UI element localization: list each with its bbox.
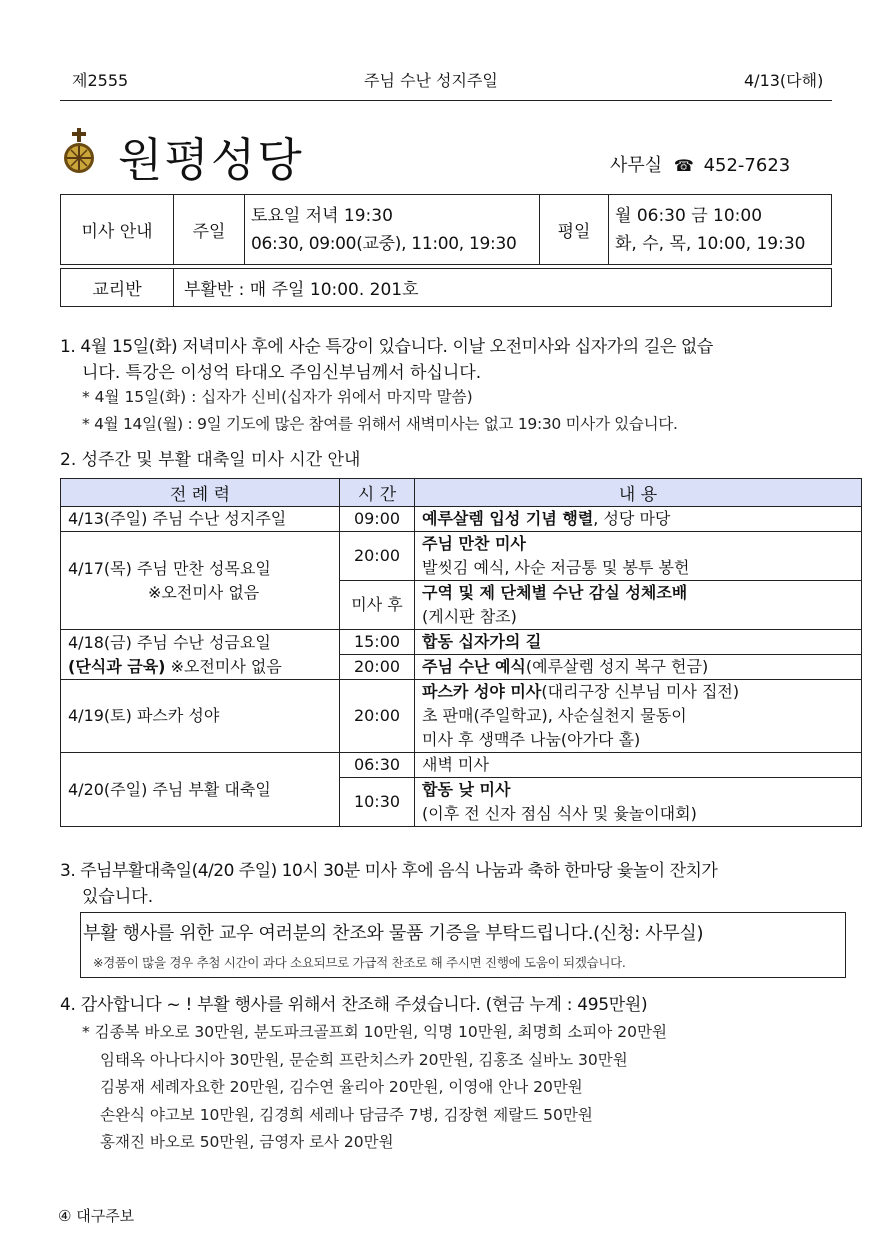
office-label: 사무실 <box>610 155 663 176</box>
content-text: 미사 후 생맥주 나눔(아가다 홀) <box>422 730 641 749</box>
row-content <box>415 581 862 630</box>
row-time: 09:00 <box>340 507 415 532</box>
table-row <box>61 507 862 532</box>
row-content: 새벽 미사 <box>415 753 862 778</box>
donor-line: * 김종복 바오로 30만원, 분도파크골프회 10만원, 익명 10만원, 최명희 소피아 20만원 <box>82 1023 667 1041</box>
row-date-note <box>68 655 332 679</box>
donation-request-box <box>80 912 846 978</box>
content-bold: 파스카 성야 미사 <box>422 682 542 701</box>
notice-2-title: 2. 성주간 및 부활 대축일 미사 시간 안내 <box>60 450 361 470</box>
notice-1-line1: 1. 4월 15일(화) 저녁미사 후에 사순 특강이 있습니다. 이날 오전미사와 십자가의 길은 없습 <box>60 337 713 357</box>
notice-1-sub2: * 4월 14일(월) : 9일 기도에 많은 참여를 위해서 새벽미사는 없고 19:30 미사가 있습니다. <box>82 415 678 433</box>
no-morning-mass-note: ※오전미사 없음 <box>165 656 282 676</box>
content-bold: 합동 낮 미사 <box>422 780 511 799</box>
sunday-label: 주일 <box>174 195 245 265</box>
table-row <box>61 532 862 581</box>
notice-3 <box>60 858 840 910</box>
notice-1-sub1: * 4월 15일(화) : 십자가 신비(십자가 위에서 마지막 말씀) <box>82 388 473 406</box>
row-date: 4/20(주일) 주님 부활 대축일 <box>61 753 340 827</box>
office-phone: 452-7623 <box>703 155 791 176</box>
donor-line: 홍재진 바오로 50만원, 금영자 로사 20만원 <box>100 1133 394 1151</box>
col-header-date: 전 례 력 <box>61 479 340 507</box>
content-bold: 구역 및 제 단체별 수난 감실 성체조배 <box>422 583 688 602</box>
row-content: 합동 십자가의 길 <box>415 630 862 655</box>
row-content <box>415 532 862 581</box>
catechism-value: 부활반 : 매 주일 10:00. 201호 <box>174 269 832 307</box>
fasting-note: (단식과 금육) <box>68 656 166 676</box>
schedule-table <box>60 478 862 827</box>
notice-1-line2: 니다. 특강은 이성억 타대오 주임신부님께서 하십니다. <box>82 363 482 383</box>
content-text: , 성당 마당 <box>593 509 671 528</box>
catechism-label: 교리반 <box>61 269 174 307</box>
table-row <box>61 630 862 655</box>
issue-number: 제2555 <box>72 71 129 90</box>
table-row <box>61 753 862 778</box>
row-time: 06:30 <box>340 753 415 778</box>
row-content <box>415 778 862 827</box>
row-date <box>61 630 340 680</box>
parish-name: 원평성당 <box>118 133 304 187</box>
row-date-main: 4/18(금) 주님 수난 성금요일 <box>68 632 271 652</box>
content-text: 발씻김 예식, 사순 저금통 및 봉투 봉헌 <box>422 558 690 577</box>
row-date <box>61 532 340 630</box>
weekday-times <box>609 195 832 265</box>
donor-line: 김봉재 세례자요한 20만원, 김수연 율리아 20만원, 이영애 안나 20만원 <box>100 1078 583 1096</box>
row-time: 미사 후 <box>340 581 415 630</box>
col-header-time: 시 간 <box>340 479 415 507</box>
row-date: 4/13(주일) 주님 수난 성지주일 <box>61 507 340 532</box>
church-logo-icon <box>62 128 96 174</box>
notice-3-line1: 3. 주님부활대축일(4/20 주일) 10시 30분 미사 후에 음식 나눔과 축하 한마당 윷놀이 잔치가 <box>60 861 718 881</box>
header-divider <box>60 100 832 101</box>
row-date-note: ※오전미사 없음 <box>148 582 260 602</box>
row-date: 4/19(토) 파스카 성야 <box>61 680 340 753</box>
sunday-times-line1: 토요일 저녁 19:30 <box>251 205 393 226</box>
row-time: 20:00 <box>340 655 415 680</box>
content-bold: 주님 만찬 미사 <box>422 534 526 553</box>
donation-request-main: 부활 행사를 위한 교우 여러분의 찬조와 물품 기증을 부탁드립니다.(신청: 사무실) <box>83 923 704 944</box>
content-text: (예루살렘 성지 복구 헌금) <box>525 657 709 676</box>
row-time: 20:00 <box>340 532 415 581</box>
content-text: (이후 전 신자 점심 식사 및 윷놀이대회) <box>422 804 697 823</box>
content-bold: 예루살렘 입성 기념 행렬 <box>422 509 594 528</box>
row-content <box>415 680 862 753</box>
catechism-table <box>60 268 832 307</box>
notice-1 <box>60 334 840 386</box>
donation-request-note: ※경품이 많을 경우 추첨 시간이 과다 소요되므로 가급적 찬조로 해 주시면 진행에 도움이 되겠습니다. <box>93 955 626 970</box>
mass-info-table <box>60 194 832 265</box>
row-content <box>415 655 862 680</box>
sunday-times-line2: 06:30, 09:00(교중), 11:00, 19:30 <box>251 233 517 254</box>
row-time: 20:00 <box>340 680 415 753</box>
page-footer: ④ 대구주보 <box>58 1207 135 1225</box>
row-time: 10:30 <box>340 778 415 827</box>
table-row <box>61 680 862 753</box>
weekday-label: 평일 <box>540 195 609 265</box>
sunday-times <box>245 195 540 265</box>
row-date-main: 4/17(목) 주님 만찬 성목요일 <box>68 558 271 578</box>
telephone-icon: ☎ <box>673 156 694 175</box>
donor-list <box>82 1019 667 1157</box>
row-time: 15:00 <box>340 630 415 655</box>
col-header-content: 내 용 <box>415 479 862 507</box>
weekday-times-line2: 화, 수, 목, 10:00, 19:30 <box>615 233 806 254</box>
content-bold: 주님 수난 예식 <box>422 657 526 676</box>
weekday-times-line1: 월 06:30 금 10:00 <box>615 205 763 226</box>
donor-line: 임태옥 아나다시아 30만원, 문순희 프란치스카 20만원, 김홍조 실바노 30만원 <box>100 1050 628 1069</box>
row-content <box>415 507 862 532</box>
content-text: (게시판 참조) <box>422 607 517 626</box>
notice-4-title: 4. 감사합니다 ~ ! 부활 행사를 위해서 찬조해 주셨습니다. (현금 누계 : 495만원) <box>60 995 648 1015</box>
office-contact <box>610 151 790 177</box>
issue-date: 4/13(다해) <box>744 71 824 90</box>
notice-3-line2: 있습니다. <box>82 887 154 907</box>
content-text: 초 판매(주일학교), 사순실천지 물동이 <box>422 706 687 725</box>
sunday-name: 주님 수난 성지주일 <box>364 71 498 90</box>
content-text: (대리구장 신부님 미사 집전) <box>541 682 740 701</box>
donor-line: 손완식 야고보 10만원, 김경희 세레나 담금주 7병, 김장현 제랄드 50만원 <box>100 1105 593 1124</box>
mass-info-label: 미사 안내 <box>61 195 174 265</box>
